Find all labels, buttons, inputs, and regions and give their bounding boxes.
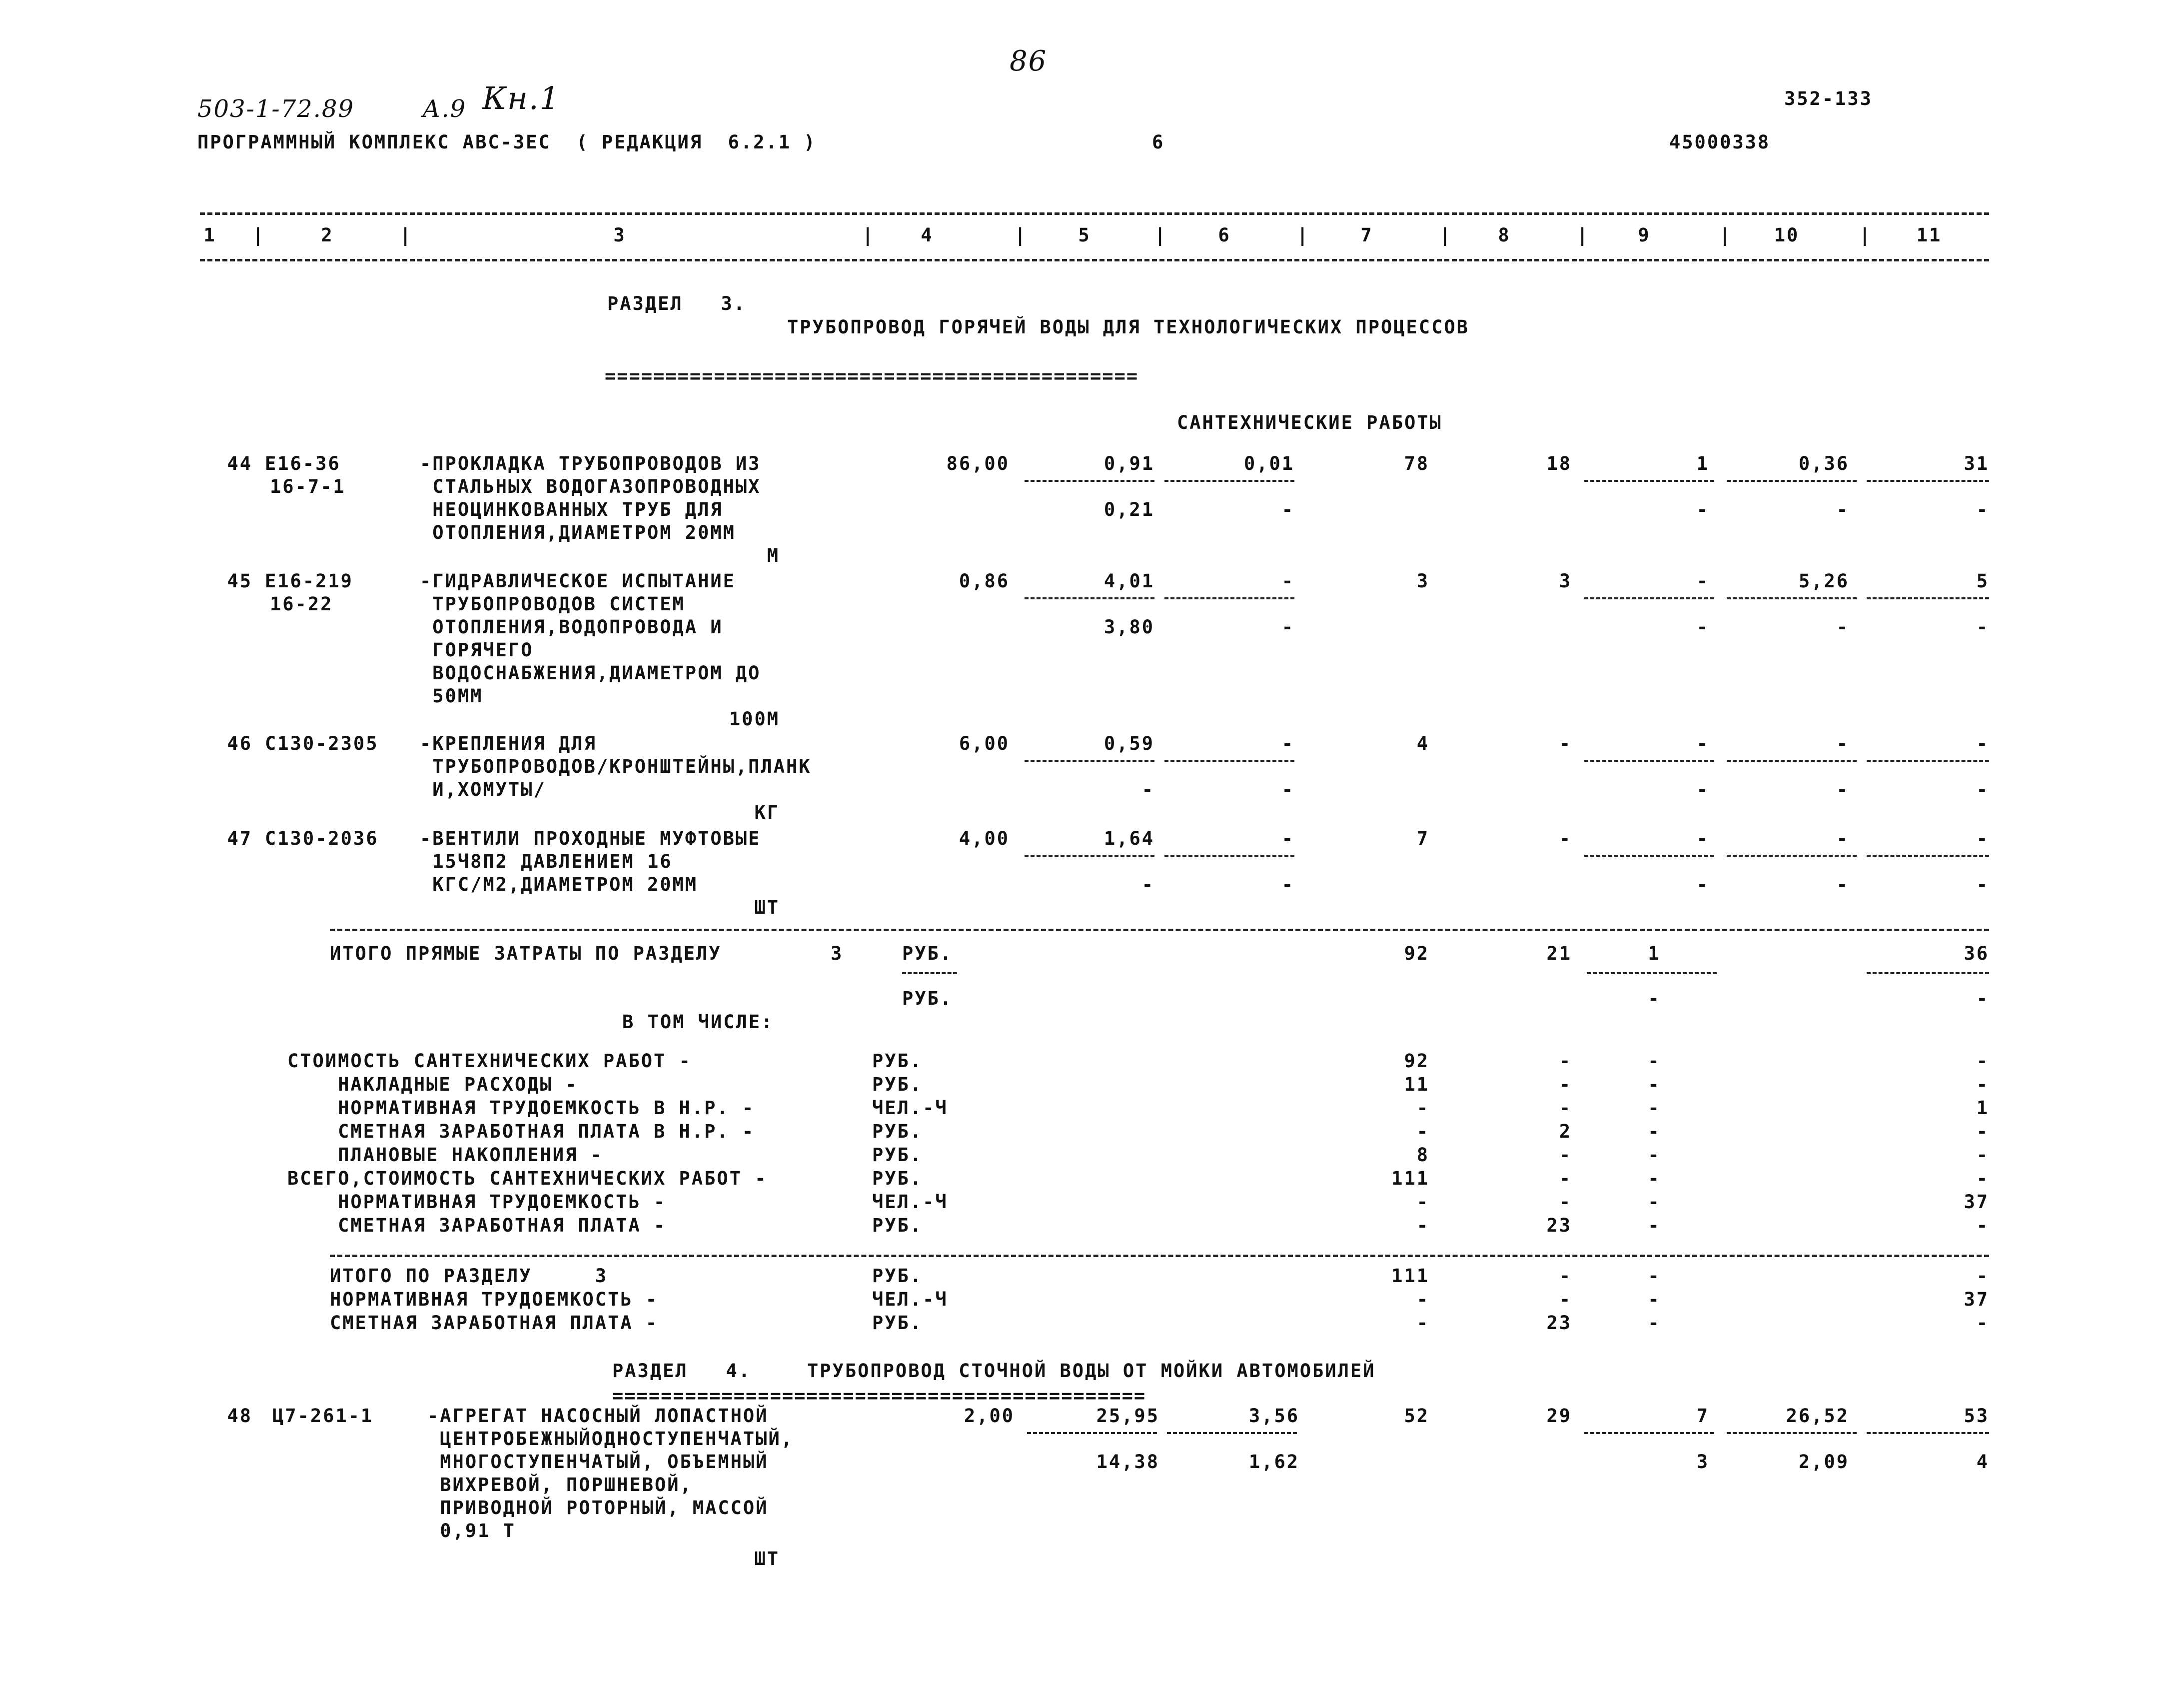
item-code: Е16-219 bbox=[265, 570, 353, 592]
item-code: Е16-36 bbox=[265, 453, 341, 474]
item-quantity: 2,00 bbox=[964, 1405, 1015, 1427]
item-unit: 100М bbox=[729, 708, 780, 730]
breakdown-col7: 11 bbox=[1404, 1074, 1429, 1095]
including-label: В ТОМ ЧИСЛЕ: bbox=[622, 1011, 774, 1033]
section-total-col9: - bbox=[1648, 1312, 1661, 1334]
breakdown-col8: - bbox=[1559, 1097, 1572, 1119]
doc-number: 352-133 bbox=[1784, 88, 1873, 109]
direct-costs-unit: РУБ. bbox=[902, 943, 953, 964]
item-col6-rule bbox=[1164, 760, 1294, 762]
breakdown-col7: - bbox=[1416, 1191, 1429, 1213]
item-col6-lower: 1,62 bbox=[1248, 1451, 1299, 1473]
direct-c7: 92 bbox=[1404, 943, 1429, 964]
item-description-line: НЕОЦИНКОВАННЫХ ТРУБ ДЛЯ bbox=[420, 499, 723, 520]
item-col9: 7 bbox=[1696, 1405, 1709, 1427]
item-col10-rule bbox=[1727, 1432, 1857, 1434]
item-description-line: ЦЕНТРОБЕЖНЫЙОДНОСТУПЕНЧАТЫЙ, bbox=[427, 1428, 794, 1450]
item-col9-lower: - bbox=[1696, 499, 1709, 520]
item-description-line: ПРИВОДНОЙ РОТОРНЫЙ, МАССОЙ bbox=[427, 1497, 769, 1519]
item-number: 44 bbox=[227, 453, 252, 474]
breakdown-col8: - bbox=[1559, 1074, 1572, 1095]
item-col9-lower: - bbox=[1696, 779, 1709, 800]
direct-c9: 1 bbox=[1648, 943, 1661, 964]
breakdown-label: НОРМАТИВНАЯ ТРУДОЕМКОСТЬ В Н.Р. - bbox=[287, 1097, 755, 1119]
section-total-col7: 111 bbox=[1391, 1265, 1429, 1287]
item-description-line: ТРУБОПРОВОДОВ СИСТЕМ bbox=[420, 593, 685, 615]
item-col5: 0,91 bbox=[1103, 453, 1154, 474]
item-col9-lower: 3 bbox=[1696, 1451, 1709, 1473]
column-header-10: 10 bbox=[1774, 224, 1800, 246]
breakdown-label: ВСЕГО,СТОИМОСТЬ САНТЕХНИЧЕСКИХ РАБОТ - bbox=[287, 1168, 768, 1189]
column-header-9: 9 bbox=[1638, 224, 1651, 246]
item-col10: 26,52 bbox=[1786, 1405, 1849, 1427]
section-total-unit: ЧЕЛ.-Ч bbox=[872, 1289, 948, 1310]
item-code-2: 16-7-1 bbox=[270, 476, 346, 497]
item-col6: - bbox=[1281, 570, 1294, 592]
item-col5-lower: 14,38 bbox=[1096, 1451, 1159, 1473]
section-total-col11: 37 bbox=[1964, 1289, 1989, 1310]
breakdown-unit: РУБ. bbox=[872, 1144, 923, 1166]
section-total-col11: - bbox=[1976, 1312, 1989, 1334]
breakdown-col8: 23 bbox=[1546, 1215, 1572, 1236]
direct-costs-unit-2: РУБ. bbox=[902, 988, 953, 1009]
item-unit: ШТ bbox=[754, 1548, 780, 1570]
section4-label: РАЗДЕЛ 4. bbox=[612, 1360, 752, 1382]
item-description-line: -ГИДРАВЛИЧЕСКОЕ ИСПЫТАНИЕ bbox=[420, 570, 736, 592]
item-description-line: ВОДОСНАБЖЕНИЯ,ДИАМЕТРОМ ДО bbox=[420, 662, 761, 684]
item-col7: 3 bbox=[1416, 570, 1429, 592]
item-description-line: СТАЛЬНЫХ ВОДОГАЗОПРОВОДНЫХ bbox=[420, 476, 761, 497]
item-col6: 3,56 bbox=[1248, 1405, 1299, 1427]
section-total-label: СМЕТНАЯ ЗАРАБОТНАЯ ПЛАТА - bbox=[330, 1312, 659, 1334]
header-rule-top bbox=[200, 212, 1989, 215]
column-header-11: 11 bbox=[1916, 224, 1942, 246]
breakdown-col9: - bbox=[1648, 1121, 1661, 1142]
breakdown-col7: - bbox=[1416, 1121, 1429, 1142]
item-col10-rule bbox=[1727, 855, 1857, 857]
column-separator: | bbox=[1577, 224, 1590, 246]
direct-c8: 21 bbox=[1546, 943, 1572, 964]
section3-underline: ============================================ bbox=[605, 365, 1139, 387]
item-col5-lower: 0,21 bbox=[1103, 499, 1154, 520]
item-number: 46 bbox=[227, 733, 252, 754]
column-header-2: 2 bbox=[321, 224, 334, 246]
header-rule-bottom bbox=[200, 259, 1989, 261]
breakdown-col11: 1 bbox=[1976, 1097, 1989, 1119]
item-col6-lower: - bbox=[1281, 779, 1294, 800]
doc-code: 503-1-72.89 bbox=[197, 95, 355, 123]
item-description-line: -АГРЕГАТ НАСОСНЫЙ ЛОПАСТНОЙ bbox=[427, 1405, 769, 1427]
section-total-rule bbox=[330, 1255, 1989, 1257]
item-col5-rule bbox=[1025, 760, 1154, 762]
item-description-line: -КРЕПЛЕНИЯ ДЛЯ bbox=[420, 733, 597, 754]
item-col8: 18 bbox=[1546, 453, 1572, 474]
item-number: 47 bbox=[227, 828, 252, 849]
breakdown-col11: - bbox=[1976, 1168, 1989, 1189]
item-description-line: -ПРОКЛАДКА ТРУБОПРОВОДОВ ИЗ bbox=[420, 453, 761, 474]
breakdown-unit: ЧЕЛ.-Ч bbox=[872, 1097, 948, 1119]
item-col6: - bbox=[1281, 828, 1294, 849]
direct-c11-rule bbox=[1867, 972, 1989, 974]
item-unit: М bbox=[767, 545, 780, 566]
item-col10-lower: - bbox=[1836, 616, 1849, 638]
item-col6-rule bbox=[1167, 1432, 1297, 1434]
item-col5-rule bbox=[1025, 855, 1154, 857]
item-code-2: 16-22 bbox=[270, 593, 333, 615]
item-col11: 31 bbox=[1964, 453, 1989, 474]
column-header-3: 3 bbox=[613, 224, 626, 246]
item-col9-rule bbox=[1584, 597, 1714, 599]
section-total-col11: - bbox=[1976, 1265, 1989, 1287]
item-unit: ШТ bbox=[754, 897, 780, 918]
item-quantity: 86,00 bbox=[946, 453, 1010, 474]
column-separator: | bbox=[400, 224, 413, 246]
book-label: Кн.1 bbox=[482, 80, 560, 116]
item-description-line: 15Ч8П2 ДАВЛЕНИЕМ 16 bbox=[420, 851, 673, 872]
direct-c11: 36 bbox=[1964, 943, 1989, 964]
item-col5: 4,01 bbox=[1103, 570, 1154, 592]
sheet-number: 6 bbox=[1152, 131, 1165, 153]
breakdown-col11: - bbox=[1976, 1050, 1989, 1072]
breakdown-unit: РУБ. bbox=[872, 1074, 923, 1095]
section-total-col7: - bbox=[1416, 1289, 1429, 1310]
direct-c9-rule bbox=[1587, 972, 1717, 974]
column-separator: | bbox=[1439, 224, 1452, 246]
column-header-4: 4 bbox=[921, 224, 934, 246]
item-description-line: 50ММ bbox=[420, 685, 483, 707]
item-col7: 7 bbox=[1416, 828, 1429, 849]
item-col9: - bbox=[1696, 828, 1709, 849]
section3-label: РАЗДЕЛ 3. bbox=[607, 293, 747, 314]
item-col11-rule bbox=[1867, 855, 1989, 857]
section-total-col8: 23 bbox=[1546, 1312, 1572, 1334]
breakdown-col11: - bbox=[1976, 1215, 1989, 1236]
item-quantity: 0,86 bbox=[959, 570, 1010, 592]
direct-costs-label: ИТОГО ПРЯМЫЕ ЗАТРАТЫ ПО РАЗДЕЛУ bbox=[330, 943, 722, 964]
breakdown-col8: - bbox=[1559, 1144, 1572, 1166]
breakdown-col9: - bbox=[1648, 1215, 1661, 1236]
breakdown-unit: РУБ. bbox=[872, 1050, 923, 1072]
column-header-7: 7 bbox=[1360, 224, 1373, 246]
item-quantity: 6,00 bbox=[959, 733, 1010, 754]
item-col9-rule bbox=[1584, 1432, 1714, 1434]
item-col10-lower: - bbox=[1836, 499, 1849, 520]
breakdown-label: СМЕТНАЯ ЗАРАБОТНАЯ ПЛАТА В Н.Р. - bbox=[287, 1121, 755, 1142]
item-col5-rule bbox=[1025, 597, 1154, 599]
item-col5: 0,59 bbox=[1103, 733, 1154, 754]
item-col11-rule bbox=[1867, 1432, 1989, 1434]
item-col11-rule bbox=[1867, 597, 1989, 599]
section-total-col9: - bbox=[1648, 1265, 1661, 1287]
column-header-1: 1 bbox=[203, 224, 216, 246]
section-total-unit: РУБ. bbox=[872, 1312, 923, 1334]
totals-rule-top bbox=[330, 929, 1989, 931]
column-separator: | bbox=[1297, 224, 1310, 246]
item-col5-lower: - bbox=[1141, 779, 1154, 800]
item-col9-rule bbox=[1584, 760, 1714, 762]
breakdown-unit: РУБ. bbox=[872, 1121, 923, 1142]
item-col11: - bbox=[1976, 828, 1989, 849]
breakdown-unit: РУБ. bbox=[872, 1168, 923, 1189]
breakdown-col9: - bbox=[1648, 1097, 1661, 1119]
breakdown-col11: - bbox=[1976, 1074, 1989, 1095]
item-number: 48 bbox=[227, 1405, 252, 1427]
item-col9-lower: - bbox=[1696, 874, 1709, 895]
direct-unit-rule bbox=[902, 972, 957, 974]
item-col6: 0,01 bbox=[1243, 453, 1294, 474]
breakdown-col7: - bbox=[1416, 1215, 1429, 1236]
column-separator: | bbox=[1015, 224, 1028, 246]
item-col7: 52 bbox=[1404, 1405, 1429, 1427]
section4-title: ТРУБОПРОВОД СТОЧНОЙ ВОДЫ ОТ МОЙКИ АВТОМОБИЛЕЙ bbox=[807, 1360, 1376, 1382]
column-separator: | bbox=[1719, 224, 1732, 246]
breakdown-label: НАКЛАДНЫЕ РАСХОДЫ - bbox=[287, 1074, 578, 1095]
item-col6: - bbox=[1281, 733, 1294, 754]
item-col10-lower: - bbox=[1836, 779, 1849, 800]
direct-c9b: - bbox=[1648, 988, 1661, 1009]
section-total-unit: РУБ. bbox=[872, 1265, 923, 1287]
breakdown-col11: - bbox=[1976, 1144, 1989, 1166]
program-line: ПРОГРАММНЫЙ КОМПЛЕКС АВС-ЗЕС ( РЕДАКЦИЯ 6.2.1 ) bbox=[197, 131, 817, 153]
item-col11-lower: 4 bbox=[1976, 1451, 1989, 1473]
item-description-line: МНОГОСТУПЕНЧАТЫЙ, ОБЪЕМНЫЙ bbox=[427, 1451, 769, 1473]
item-description-line: И,ХОМУТЫ/ bbox=[420, 779, 546, 800]
item-col10-rule bbox=[1727, 760, 1857, 762]
section-total-label: НОРМАТИВНАЯ ТРУДОЕМКОСТЬ - bbox=[330, 1289, 659, 1310]
item-description-line: ОТОПЛЕНИЯ,ДИАМЕТРОМ 20ММ bbox=[420, 522, 736, 543]
breakdown-col9: - bbox=[1648, 1074, 1661, 1095]
item-col9: - bbox=[1696, 570, 1709, 592]
breakdown-col7: - bbox=[1416, 1097, 1429, 1119]
breakdown-col9: - bbox=[1648, 1168, 1661, 1189]
section-total-col9: - bbox=[1648, 1289, 1661, 1310]
item-col11-rule bbox=[1867, 480, 1989, 482]
item-col8: - bbox=[1559, 733, 1572, 754]
section3-title: ТРУБОПРОВОД ГОРЯЧЕЙ ВОДЫ ДЛЯ ТЕХНОЛОГИЧЕСКИХ ПРОЦЕССОВ bbox=[787, 316, 1469, 338]
item-col11: - bbox=[1976, 733, 1989, 754]
column-separator: | bbox=[1859, 224, 1872, 246]
item-col8: 29 bbox=[1546, 1405, 1572, 1427]
item-col10: 0,36 bbox=[1798, 453, 1849, 474]
section-total-label: ИТОГО ПО РАЗДЕЛУ 3 bbox=[330, 1265, 608, 1287]
section-total-col8: - bbox=[1559, 1289, 1572, 1310]
item-col7: 4 bbox=[1416, 733, 1429, 754]
breakdown-col9: - bbox=[1648, 1144, 1661, 1166]
item-col10: 5,26 bbox=[1798, 570, 1849, 592]
column-separator: | bbox=[252, 224, 265, 246]
item-description-line: ОТОПЛЕНИЯ,ВОДОПРОВОДА И bbox=[420, 616, 723, 638]
item-col11: 5 bbox=[1976, 570, 1989, 592]
breakdown-label: ПЛАНОВЫЕ НАКОПЛЕНИЯ - bbox=[287, 1144, 603, 1166]
item-description-line: ВИХРЕВОЙ, ПОРШНЕВОЙ, bbox=[427, 1474, 693, 1496]
item-unit: КГ bbox=[754, 802, 780, 823]
item-col9-lower: - bbox=[1696, 616, 1709, 638]
item-col9: 1 bbox=[1696, 453, 1709, 474]
item-col6-lower: - bbox=[1281, 499, 1294, 520]
item-col5-rule bbox=[1027, 1432, 1157, 1434]
breakdown-col7: 111 bbox=[1391, 1168, 1429, 1189]
item-col11: 53 bbox=[1964, 1405, 1989, 1427]
item-col10-lower: 2,09 bbox=[1798, 1451, 1849, 1473]
item-description-line: КГС/М2,ДИАМЕТРОМ 20ММ bbox=[420, 874, 698, 895]
breakdown-col7: 8 bbox=[1416, 1144, 1429, 1166]
item-col11-lower: - bbox=[1976, 779, 1989, 800]
item-col8: - bbox=[1559, 828, 1572, 849]
breakdown-col11: 37 bbox=[1964, 1191, 1989, 1213]
item-col5: 1,64 bbox=[1103, 828, 1154, 849]
item-col10: - bbox=[1836, 733, 1849, 754]
item-col9-rule bbox=[1584, 480, 1714, 482]
item-description-line: -ВЕНТИЛИ ПРОХОДНЫЕ МУФТОВЫЕ bbox=[420, 828, 761, 849]
section3-subtitle: САНТЕХНИЧЕСКИЕ РАБОТЫ bbox=[1177, 412, 1442, 433]
item-col9: - bbox=[1696, 733, 1709, 754]
breakdown-label: НОРМАТИВНАЯ ТРУДОЕМКОСТЬ - bbox=[287, 1191, 667, 1213]
item-number: 45 bbox=[227, 570, 252, 592]
breakdown-col8: 2 bbox=[1559, 1121, 1572, 1142]
column-separator: | bbox=[862, 224, 875, 246]
item-col5: 25,95 bbox=[1096, 1405, 1159, 1427]
item-col11-lower: - bbox=[1976, 874, 1989, 895]
item-description-line: ТРУБОПРОВОДОВ/КРОНШТЕЙНЫ,ПЛАНК bbox=[420, 756, 812, 777]
breakdown-unit: ЧЕЛ.-Ч bbox=[872, 1191, 948, 1213]
breakdown-col9: - bbox=[1648, 1050, 1661, 1072]
item-col6-rule bbox=[1164, 597, 1294, 599]
order-code: 45000338 bbox=[1669, 131, 1771, 153]
item-col6-rule bbox=[1164, 480, 1294, 482]
breakdown-unit: РУБ. bbox=[872, 1215, 923, 1236]
item-col7: 78 bbox=[1404, 453, 1429, 474]
breakdown-col8: - bbox=[1559, 1191, 1572, 1213]
breakdown-label: СТОИМОСТЬ САНТЕХНИЧЕСКИХ РАБОТ - bbox=[287, 1050, 692, 1072]
breakdown-col11: - bbox=[1976, 1121, 1989, 1142]
direct-costs-section: 3 bbox=[831, 943, 844, 964]
item-col6-lower: - bbox=[1281, 616, 1294, 638]
item-col11-rule bbox=[1867, 760, 1989, 762]
section4-underline: ============================================ bbox=[612, 1385, 1146, 1407]
breakdown-col8: - bbox=[1559, 1050, 1572, 1072]
item-col9-rule bbox=[1584, 855, 1714, 857]
item-col6-rule bbox=[1164, 855, 1294, 857]
page-number: 86 bbox=[1010, 45, 1048, 77]
item-col5-lower: 3,80 bbox=[1103, 616, 1154, 638]
breakdown-label: СМЕТНАЯ ЗАРАБОТНАЯ ПЛАТА - bbox=[287, 1215, 667, 1236]
item-col11-lower: - bbox=[1976, 616, 1989, 638]
item-col10: - bbox=[1836, 828, 1849, 849]
breakdown-col9: - bbox=[1648, 1191, 1661, 1213]
item-code: Ц7-261-1 bbox=[272, 1405, 374, 1427]
item-code: С130-2305 bbox=[265, 733, 379, 754]
item-col5-lower: - bbox=[1141, 874, 1154, 895]
item-col11-lower: - bbox=[1976, 499, 1989, 520]
item-col10-rule bbox=[1727, 480, 1857, 482]
item-col6-lower: - bbox=[1281, 874, 1294, 895]
item-col5-rule bbox=[1025, 480, 1154, 482]
column-header-8: 8 bbox=[1498, 224, 1511, 246]
column-header-5: 5 bbox=[1078, 224, 1091, 246]
item-quantity: 4,00 bbox=[959, 828, 1010, 849]
item-description-line: 0,91 Т bbox=[427, 1520, 516, 1542]
item-col10-lower: - bbox=[1836, 874, 1849, 895]
item-code: С130-2036 bbox=[265, 828, 379, 849]
column-header-6: 6 bbox=[1218, 224, 1231, 246]
item-description-line: ГОРЯЧЕГО bbox=[420, 639, 534, 661]
album-label: А.9 bbox=[422, 95, 467, 123]
item-col10-rule bbox=[1727, 597, 1857, 599]
section-total-col8: - bbox=[1559, 1265, 1572, 1287]
section-total-col7: - bbox=[1416, 1312, 1429, 1334]
item-col8: 3 bbox=[1559, 570, 1572, 592]
breakdown-col8: - bbox=[1559, 1168, 1572, 1189]
column-separator: | bbox=[1154, 224, 1167, 246]
direct-c11b: - bbox=[1976, 988, 1989, 1009]
breakdown-col7: 92 bbox=[1404, 1050, 1429, 1072]
